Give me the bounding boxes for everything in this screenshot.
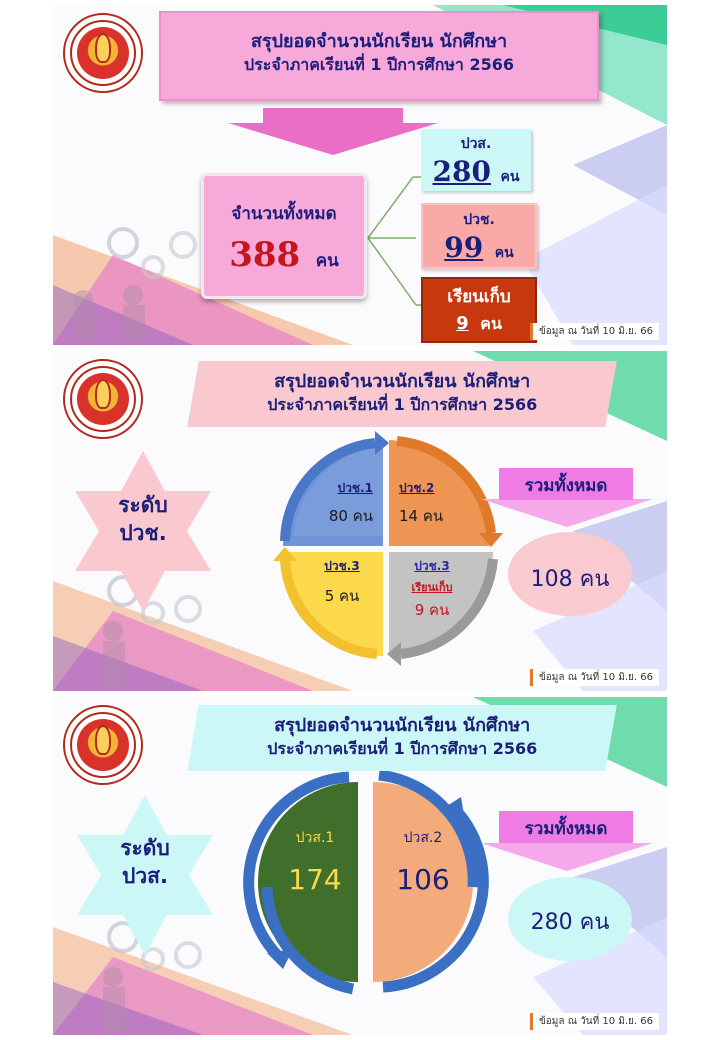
summary-panel-total	[53, 5, 667, 345]
branch-label: เรียนเก็บ	[447, 287, 511, 307]
title-line-1: สรุปยอดจำนวนนักเรียน นักศึกษา	[250, 31, 508, 52]
branch-label: ปวช.	[463, 212, 495, 228]
quadrant-label: ปวช.3	[414, 559, 450, 573]
title-line-1: สรุปยอดจำนวนนักเรียน นักศึกษา	[274, 371, 531, 392]
branch-vocational-diploma	[421, 129, 531, 191]
quadrant-year3	[311, 557, 373, 608]
half-year2	[383, 827, 463, 896]
branch-unit: คน	[500, 169, 520, 185]
quadrant-value: 9 คน	[414, 601, 450, 619]
quadrant-label: ปวช.3	[324, 559, 360, 573]
total-label: รวมทั้งหมด	[524, 819, 608, 839]
summary-panel-vocational-diploma	[53, 697, 667, 1035]
college-logo	[63, 359, 143, 439]
total-unit: คน	[315, 251, 339, 271]
title-line-1: สรุปยอดจำนวนนักเรียน นักศึกษา	[274, 715, 531, 736]
branch-retake	[421, 277, 537, 343]
quadrant-sublabel: เรียนเก็บ	[411, 581, 453, 594]
quadrant-label: ปวช.1	[337, 481, 373, 495]
data-date-note: ข้อมูล ณ วันที่ 10 มิ.ย. 66	[530, 1013, 659, 1030]
level-label	[95, 834, 195, 891]
branch-vocational-certificate	[421, 203, 537, 269]
quadrant-value: 5 คน	[324, 587, 360, 605]
data-date-note: ข้อมูล ณ วันที่ 10 มิ.ย. 66	[530, 323, 659, 340]
level-line-2: ปวช.	[119, 521, 167, 546]
level-label	[93, 491, 193, 548]
page-title	[187, 705, 617, 771]
level-line-1: ระดับ	[120, 836, 170, 860]
half-year1	[279, 827, 351, 896]
college-logo	[63, 13, 143, 93]
summary-panel-vocational-certificate	[53, 351, 667, 691]
branch-unit: คน	[480, 314, 502, 333]
quadrant-year2	[399, 479, 479, 528]
title-line-2: ประจำภาคเรียนที่ 1 ปีการศึกษา 2566	[267, 739, 538, 759]
half-label: ปวส.2	[403, 830, 443, 846]
branch-unit: คน	[494, 245, 514, 261]
cycle-diagram	[273, 431, 503, 666]
branch-value: 9	[456, 313, 469, 334]
half-value: 106	[396, 863, 450, 896]
quadrant-value: 80 คน	[328, 507, 373, 525]
branch-value: 99	[444, 231, 484, 264]
branch-value: 280	[432, 155, 491, 188]
quadrant-value: 14 คน	[399, 507, 444, 525]
level-line-1: ระดับ	[118, 493, 168, 517]
college-logo	[63, 705, 143, 785]
branch-label: ปวส.	[460, 136, 492, 152]
page-title	[159, 11, 599, 101]
total-box	[201, 173, 367, 299]
total-value: 108 คน	[530, 567, 610, 592]
total-label: รวมทั้งหมด	[524, 476, 608, 496]
total-label: จำนวนทั้งหมด	[231, 204, 337, 224]
title-line-2: ประจำภาคเรียนที่ 1 ปีการศึกษา 2566	[267, 395, 538, 415]
title-line-2: ประจำภาคเรียนที่ 1 ปีการศึกษา 2566	[243, 55, 515, 75]
total-value: 280 คน	[530, 910, 610, 935]
data-date-note: ข้อมูล ณ วันที่ 10 มิ.ย. 66	[530, 669, 659, 686]
total-value: 388	[229, 235, 301, 275]
quadrant-year3-retake	[397, 557, 467, 622]
half-label: ปวส.1	[295, 830, 335, 846]
page-title	[187, 361, 617, 427]
level-line-2: ปวส.	[122, 864, 168, 889]
quadrant-year1	[303, 479, 373, 528]
quadrant-label: ปวช.2	[399, 481, 435, 495]
half-value: 174	[288, 863, 342, 896]
